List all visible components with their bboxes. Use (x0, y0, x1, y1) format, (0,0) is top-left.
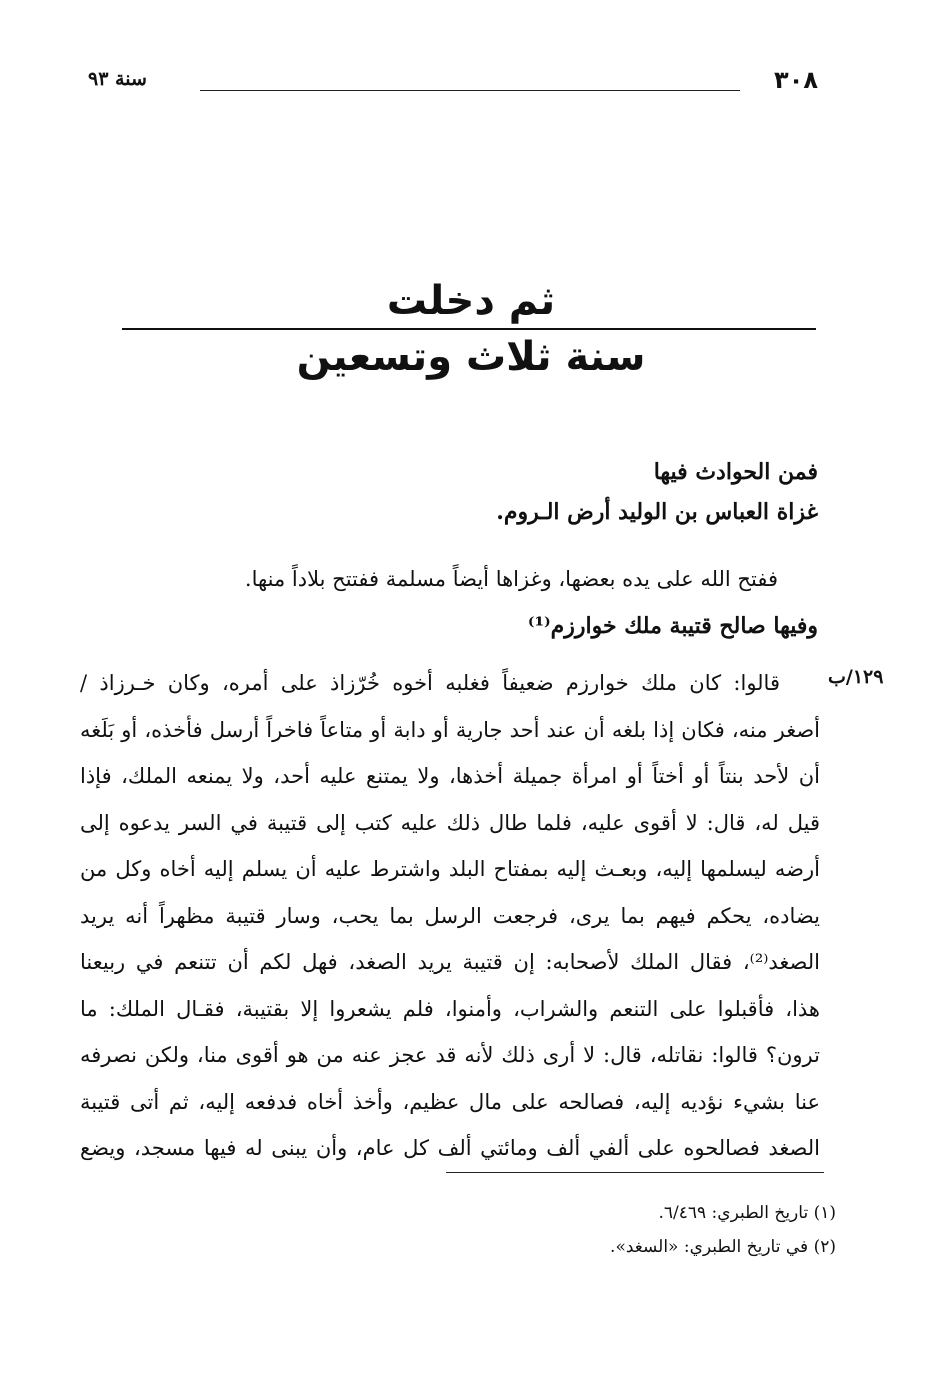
footnote-divider (446, 1172, 824, 1173)
narrative-line: أن لأحد بنتاً أو أختاً أو امرأة جميلة أخذها، ولا يمتنع عليه أحد، ولا يمنعه الملك، فإذا (80, 764, 820, 788)
running-header (88, 66, 818, 106)
conquest-paragraph: ففتح الله على يده بعضها، وغزاها أيضاً مسلمة ففتتح بلاداً منها. (244, 567, 778, 591)
conquest-paragraph-block (80, 556, 818, 602)
page-number: ٣٠٨ (774, 66, 818, 94)
footnotes (300, 1196, 836, 1264)
qutayba-peace-heading: وفيها صالح قتيبة ملك خوارزم⁽¹⁾ (527, 613, 818, 639)
title-divider (122, 328, 816, 330)
main-narrative (80, 660, 820, 1172)
narrative-line: قالوا: كان ملك خوارزم ضعيفاً فغلبه أخوه خُرّزاذ على أمره، وكان خـرزاذ / (80, 671, 780, 695)
running-year-label: سنة ٩٣ (88, 68, 147, 90)
narrative-line: أصغر منه، فكان إذا بلغه أن عند أحد جارية أو دابة أو متاعاً فاخراً أرسل فأخذه، أو بَلَغه (80, 717, 820, 742)
footnote-2: (٢) في تاريخ الطبري: «السغد». (610, 1237, 836, 1257)
narrative-line: ترون؟ قالوا: نقاتله، قال: لا أرى ذلك لأنه قد عجز عنه من هو أقوى منا، ولكن نصرفه (80, 1043, 820, 1067)
abbas-campaign-heading: غزاة العباس بن الوليد أرض الـروم. (496, 499, 818, 525)
narrative-line: قيل له، قال: لا أقوى عليه، فلما طال ذلك عليه كتب إلى قتيبة في السر يدعوه إلى (80, 810, 820, 835)
section-events (80, 452, 818, 532)
narrative-line: هذا، فأقبلوا على التنعم والشراب، وأمنوا، فلم يشعروا إلا بقتيبة، فقـال الملك: ما (80, 996, 820, 1021)
manuscript-folio-note: ١٢٩/ب (828, 666, 884, 688)
footnote-1: (١) تاريخ الطبري: ٦/٤٦٩. (658, 1203, 836, 1223)
chapter-title: ثم دخلت (386, 278, 556, 324)
narrative-line: أرضه ليسلمها إليه، وبعـث إليه بمفتاح البلد واشترط عليه أن يسلم إليه أخاه وكل من (80, 857, 820, 881)
events-heading: فمن الحوادث فيها (653, 459, 818, 485)
narrative-line: الصغد⁽²⁾، فقال الملك لأصحابه: إن قتيبة يريد الصغد، فهل لكم أن تتنعم في ربيعنا (80, 950, 820, 974)
narrative-line: يضاده، يحكم فيهم بما يرى، فرجعت الرسل بما يحب، وسار قتيبة مظهراً أنه يريد (80, 903, 820, 928)
chapter-subtitle: سنة ثلاث وتسعين (296, 334, 646, 380)
header-rule (200, 90, 740, 91)
narrative-line: عنا بشيء نؤديه إليه، فصالحه على مال عظيم، وأخذ أخاه فدفعه إليه، ثم أتى قتيبة (80, 1089, 820, 1114)
section-peace (80, 606, 818, 646)
narrative-line: الصغد فصالحوه على ألفي ألف ومائتي ألف كل عام، وأن يبنى له فيها مسجد، ويضع (80, 1136, 820, 1160)
